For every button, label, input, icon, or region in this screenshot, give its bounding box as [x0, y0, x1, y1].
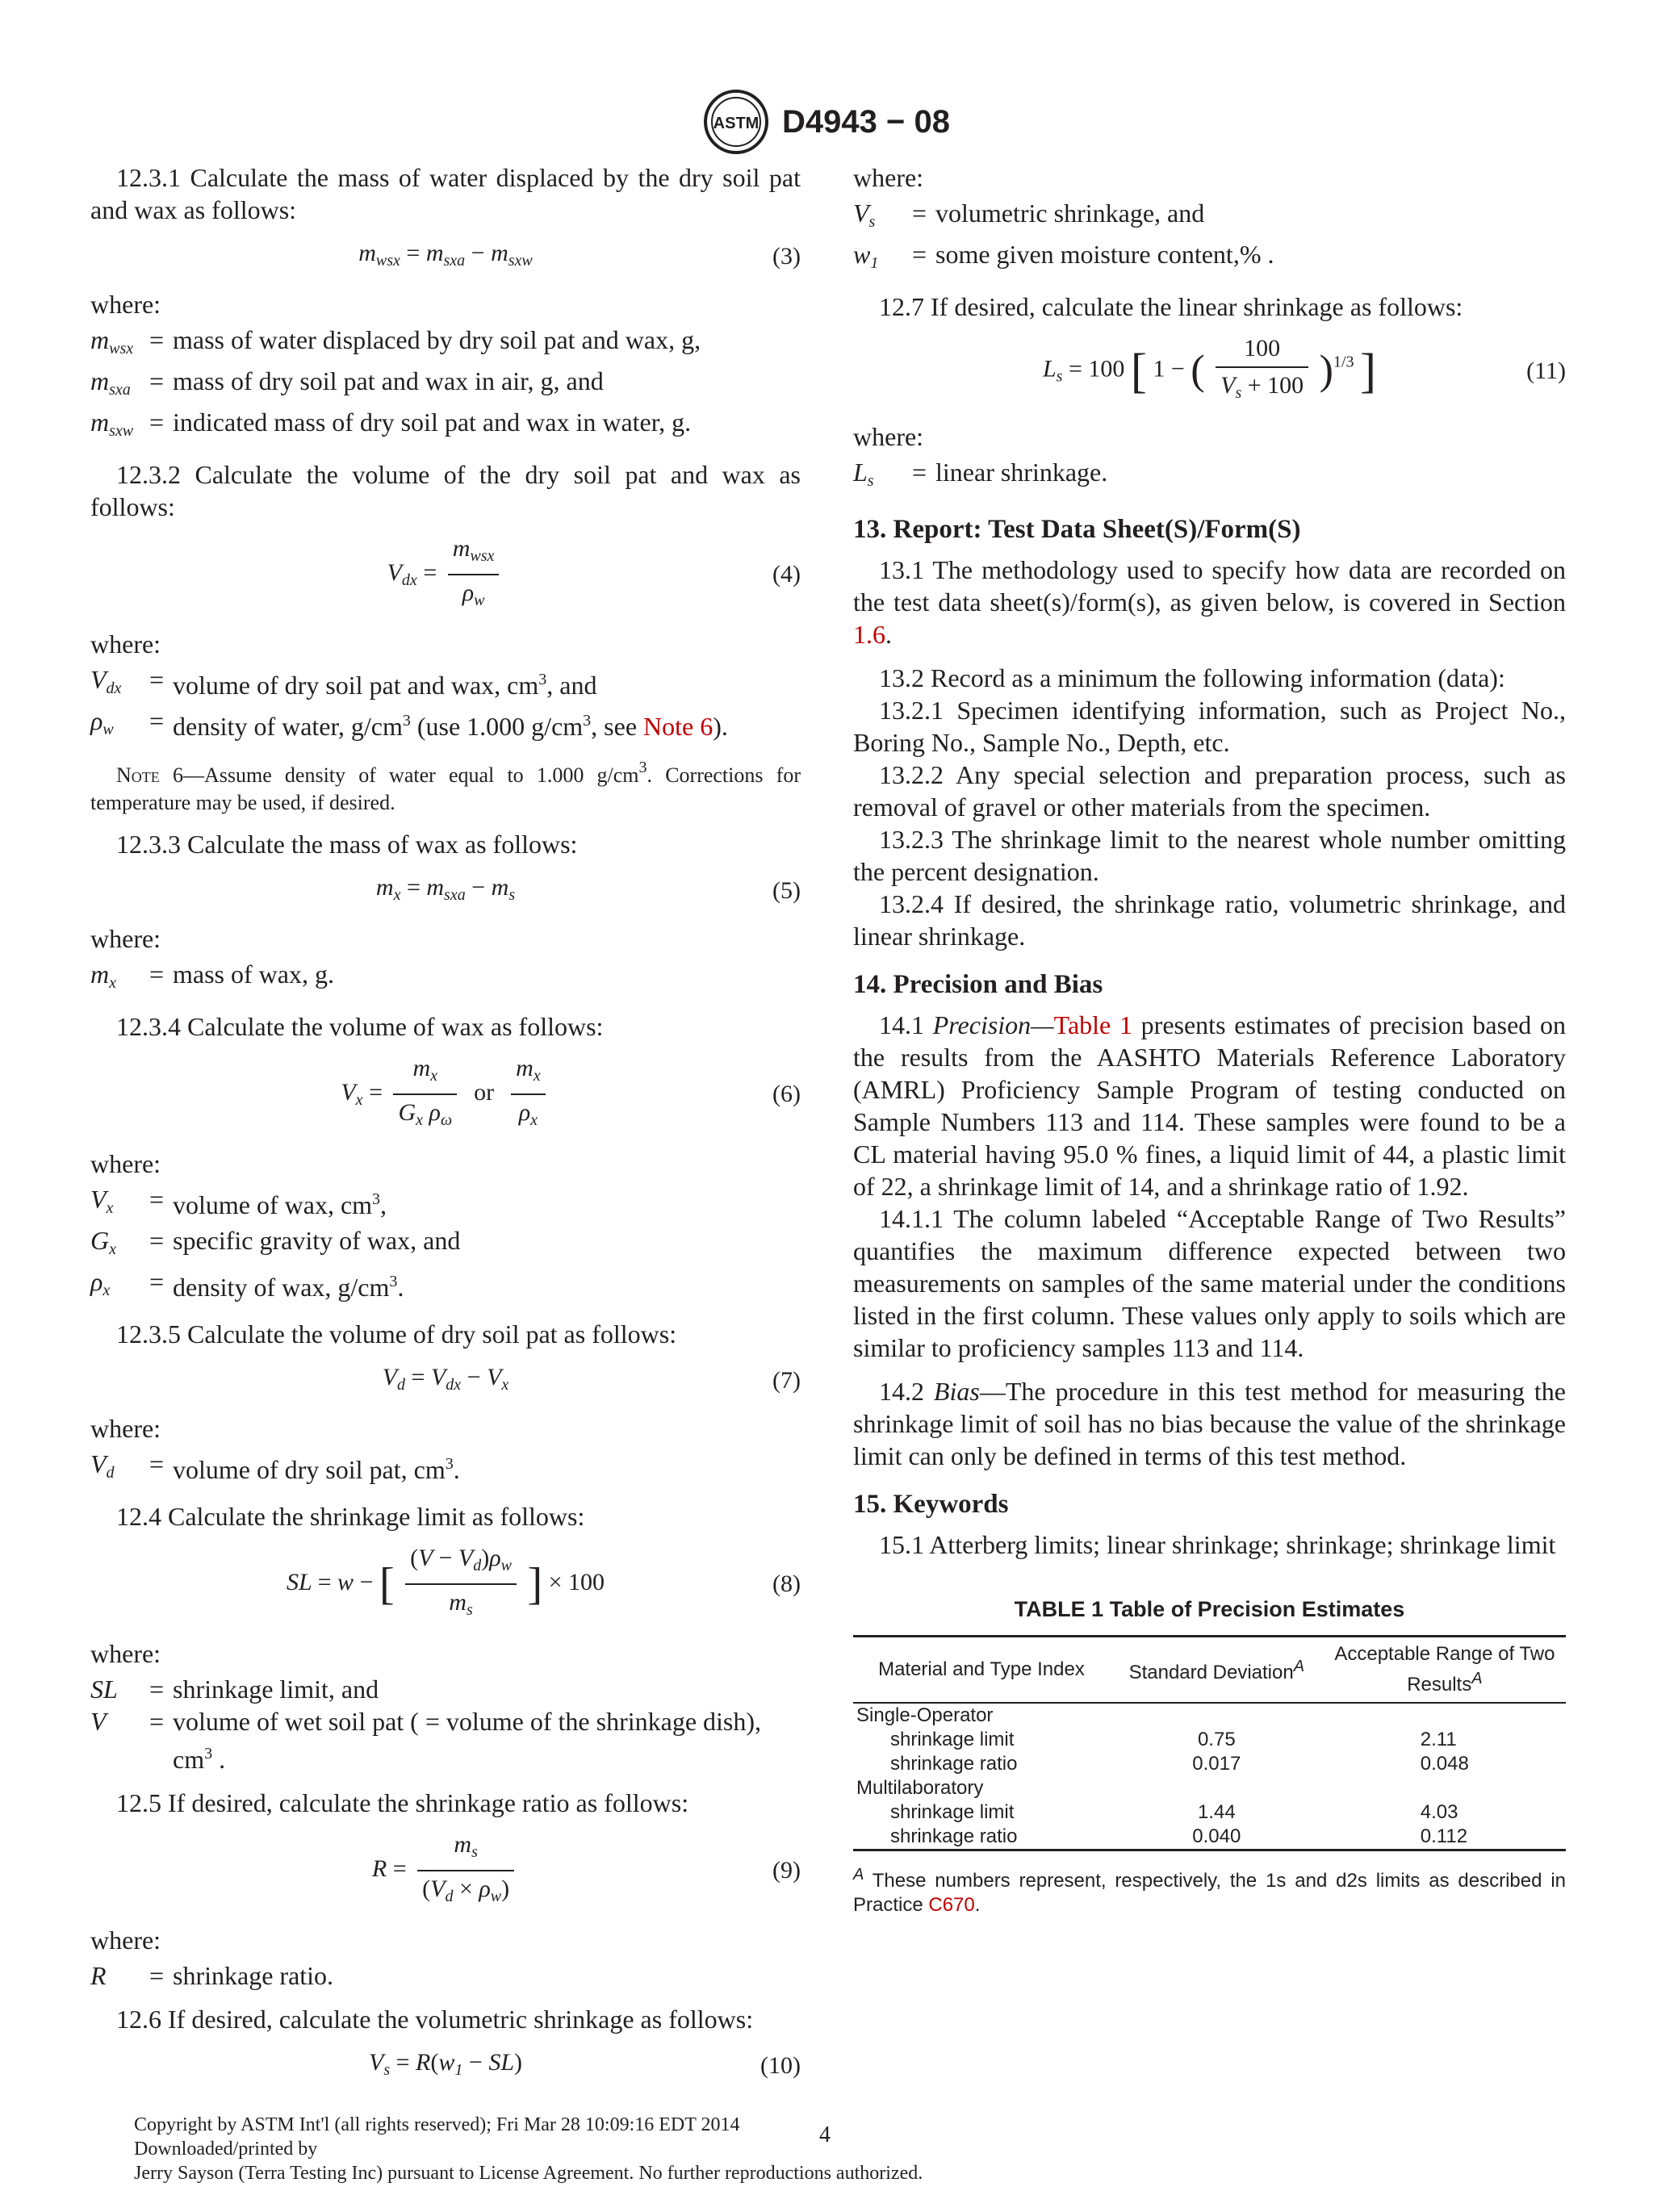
defs-eq9: R = shrinkage ratio. [90, 1961, 334, 1990]
right-column [853, 161, 1566, 1917]
para-15-1: 15.1 Atterberg limits; linear shrinkage; shrinkage; shrinkage limit [879, 1530, 1556, 1559]
para-13-2-1: 13.2.1 Specimen identifying information, such as Project No., Boring No., Sample No., Depth, etc. [853, 696, 1566, 757]
table-row: shrinkage ratio 0.017 0.048 [890, 1753, 1469, 1775]
where-label: where: [90, 629, 161, 659]
defs-eq7: $V_d$ = volume of dry soil pat, $cm^3$. [90, 1449, 460, 1484]
para-13-2-2: 13.2.2 Any special selection and preparation process, such as removal of gravel or other materials from the specimen. [853, 760, 1566, 822]
equation-8: SL = w − [ $\frac{(V - V_d)\rho_w}{m_s}$ ] × 100 (8) [90, 1542, 801, 1626]
where-label: where: [90, 1926, 161, 1955]
para-12-3-5: 12.3.5 Calculate the volume of dry soil pat as follows: [116, 1319, 677, 1349]
para-12-5: 12.5 If desired, calculate the shrinkage ratio as follows: [116, 1788, 689, 1817]
where-label: where: [90, 1149, 161, 1178]
para-13-1: 13.1 The methodology used to specify how data are recorded on the test data sheet(s)/form(s), as given below, is covered in Section 1.6. [853, 555, 1566, 649]
svg-text:ASTM: ASTM [713, 115, 760, 132]
para-14-1: 14.1 Precision—Table 1 presents estimates of precision based on the results from the AASHTO Materials Reference Laboratory (AMRL) Proficiency Sample Program of testing conducted on Sample Numbers 113 and 114. These samples were found to be a CL material having 95.0 % fines, a liquid limit of 44, a plastic limit of 22, a shrinkage limit of 14, and a shrinkage ratio of 1.92. [853, 1010, 1567, 1201]
where-label: where: [90, 290, 161, 319]
left-column [90, 161, 801, 2096]
para-12-3-3: 12.3.3 Calculate the mass of wax as follows: [116, 830, 578, 859]
table-row: Multilaboratory [856, 1777, 984, 1799]
section-15-heading: 15. Keywords [853, 1490, 1009, 1519]
where-label: where: [853, 422, 924, 451]
para-13-2: 13.2 Record as a minimum the following information (data): [879, 663, 1505, 692]
para-12-7: 12.7 If desired, calculate the linear shrinkage as follows: [879, 292, 1463, 321]
section-14-heading: 14. Precision and Bias [853, 970, 1103, 999]
where-label: where: [853, 163, 924, 192]
defs-eq11: $L_s$ = linear shrinkage. [853, 458, 1108, 490]
table-header: Acceptable Range of Two Results$^A$ [1334, 1643, 1555, 1696]
precision-table [853, 1593, 1566, 1917]
table-1-link[interactable]: Table 1 [1053, 1010, 1132, 1039]
para-12-3-4: 12.3.4 Calculate the volume of wax as follows: [116, 1012, 604, 1041]
defs-eq10: $V_s$ = volumetric shrinkage, and $w_1$ = some given moisture content,% . [853, 199, 1274, 272]
table-header: Material and Type Index [878, 1658, 1085, 1680]
equation-7: $V_d = V_{dx} - V_x$ (7) [382, 1364, 801, 1394]
para-13-2-3: 13.2.3 The shrinkage limit to the nearest whole number omitting the percent designation. [853, 825, 1566, 886]
para-12-6: 12.6 If desired, calculate the volumetric shrinkage as follows: [116, 2005, 754, 2034]
defs-eq8: SL = shrinkage limit, and V = volume of wet soil pat ( = volume of the shrinkage dish), $cm^3$ . [90, 1675, 762, 1774]
equation-3: $m_{wsx} = m_{sxa} - m_{sxw}$ (3) [358, 240, 801, 270]
table-row: shrinkage limit 0.75 2.11 [890, 1729, 1457, 1750]
equation-9: R = $\frac{m_s}{(V_d \times \rho_w)}$ (9) [90, 1829, 801, 1913]
para-13-2-4: 13.2.4 If desired, the shrinkage ratio, volumetric shrinkage, and linear shrinkage. [853, 889, 1566, 951]
para-12-3-1: 12.3.1 Calculate the mass of water displaced by the dry soil pat and wax as follows: [90, 163, 801, 224]
defs-eq3: $m_{wsx}$ = mass of water displaced by dry soil pat and wax, g, $m_{sxa}$ = mass of dry soil pat and wax in air, g, and $m_{sxw}$ = indicated mass of dry soil pat and wax in water, g. [90, 325, 701, 440]
para-14-1-1: 14.1.1 The column labeled “Acceptable Range of Two Results” quantifies the maximum difference expected between two measurements on samples of the same material under the conditions listed in the first column. These values only apply to soils which are similar to proficiency samples 113 and 114. [853, 1204, 1566, 1362]
document-designation: D4943 − 08 [782, 103, 950, 140]
where-label: where: [90, 1414, 161, 1443]
section-13-heading: 13. Report: Test Data Sheet(S)/Form(S) [853, 515, 1301, 544]
para-12-3-2: 12.3.2 Calculate the volume of the dry soil pat and wax as follows: [90, 460, 801, 521]
defs-eq4: $V_{dx}$ = volume of dry soil pat and wax, $cm^3$, and $\rho_w$ = density of water, $g/cm^3$ (use 1.000 $g/cm^3$, see Note 6). [90, 665, 728, 741]
equation-4: $V_{dx}$ = $\frac{m_{wsx}}{\rho_w}$ (4) [90, 533, 801, 617]
astm-logo-icon [703, 89, 769, 155]
para-12-4: 12.4 Calculate the shrinkage limit as follows: [116, 1502, 585, 1531]
table-row: shrinkage limit 1.44 4.03 [890, 1801, 1458, 1823]
table-footnote: $^A$ These numbers represent, respectively, the 1s and d2s limits as described in Practice C670. [853, 1866, 1566, 1916]
equation-11: $L_s = 100$ [ 1 − ( $\frac{100}{V_s + 100}$ )$^{1/3}$ ] (11) [853, 332, 1566, 409]
para-14-2: 14.2 Bias—The procedure in this test method for measuring the shrinkage limit of soil has no bias because the value of the shrinkage limit can only be defined in terms of this test method. [853, 1377, 1567, 1470]
table-title: TABLE 1 Table of Precision Estimates [1014, 1597, 1405, 1621]
section-1-6-link[interactable]: 1.6 [853, 620, 885, 649]
copyright-footer: Copyright by ASTM Int'l (all rights reserved); Fri Mar 28 10:09:16 EDT 2014 Downloaded/printed by Jerry Sayson (Terra Testing Inc) pursuant to License Agreement. No further reproductions authorized. [134, 2114, 923, 2184]
note-6-link[interactable]: Note 6 [643, 712, 714, 741]
page-header [0, 89, 1653, 155]
table-header: Standard Deviation$^A$ [1128, 1658, 1305, 1683]
c670-link[interactable]: C670 [928, 1894, 975, 1916]
defs-eq5: $m_x$ = mass of wax, g. [90, 960, 334, 992]
table-row: Single-Operator [856, 1704, 994, 1726]
equation-5: $m_x = m_{sxa} - m_s$ (5) [375, 874, 801, 904]
note-6: Note 6—Assume density of water equal to 1.000 $g/cm^3$. Corrections for temperature may be used, if desired. [90, 759, 801, 814]
where-label: where: [90, 1639, 161, 1668]
equation-6: $V_x$ = $\frac{m_x}{G_x \rho_\omega}$ or $\frac{m_x}{\rho_x}$ (6) [90, 1052, 801, 1136]
where-label: where: [90, 924, 161, 953]
defs-eq6: $V_x$ = volume of wax, $cm^3$, $G_x$ = specific gravity of wax, and $\rho_x$ = density of wax, $g/cm^3$. [90, 1185, 461, 1302]
equation-10: $V_s = R(w_1 - SL)$ (10) [369, 2049, 801, 2079]
table-row: shrinkage ratio 0.040 0.112 [853, 1825, 1566, 1850]
page-number: 4 [819, 2122, 831, 2147]
